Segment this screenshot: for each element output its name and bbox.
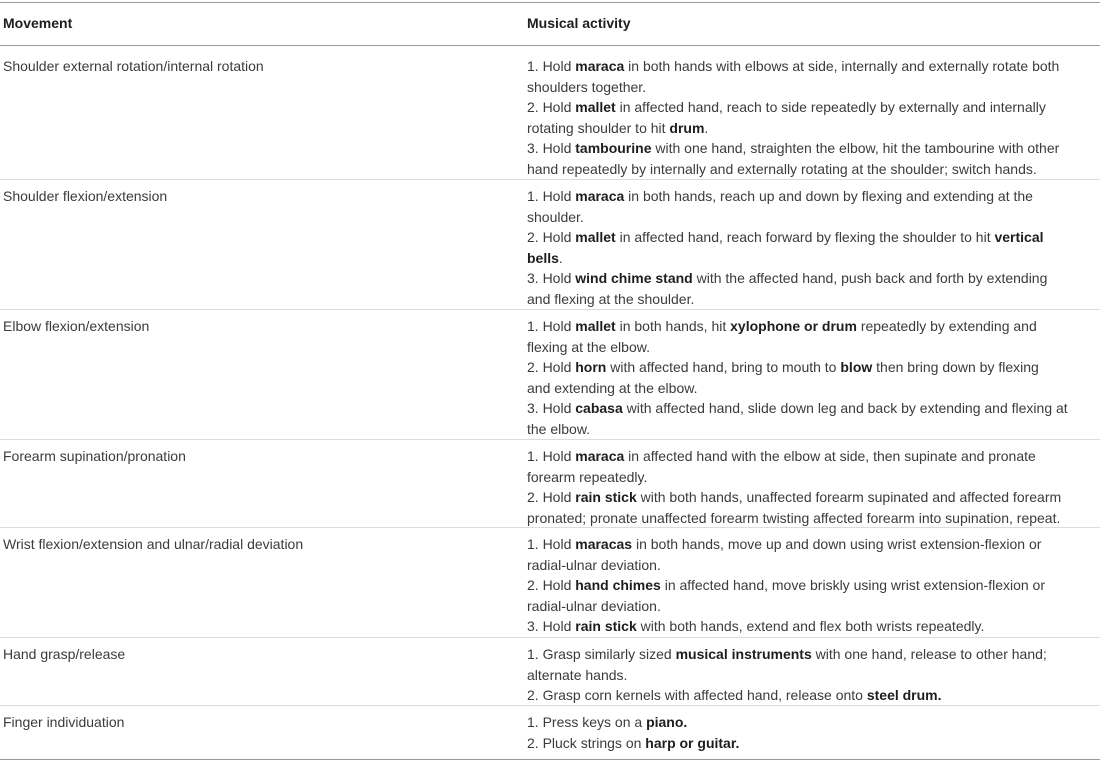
activity-text: 2. Hold [527,489,576,505]
activity-text: 3. Hold [527,140,576,156]
activity-text: flexing at the elbow. [527,338,650,355]
activity-line [527,616,1100,637]
activity-line [527,77,1100,98]
activity-text: with both hands, extend and flex both wrists repeatedly. [636,618,985,634]
activity-text: 2. Hold [527,359,576,375]
activity-text: shoulders together. [527,78,647,95]
movement-cell: Shoulder flexion/extension [3,188,168,204]
activity-text: 2. Pluck strings on [527,734,646,751]
activity-line [527,248,1100,269]
movement-cell: Hand grasp/release [3,646,126,662]
activity-text: shoulder. [527,208,584,225]
activity-line [527,665,1100,686]
instrument-term: vertical [994,229,1044,245]
table-bottom-rule [0,759,1100,760]
activity-text: with affected hand, slide down leg and back by extending and flexing at [622,400,1068,416]
activity-line [527,316,1100,337]
activity-text: 2. Hold [527,229,576,245]
activity-text: . [558,249,563,266]
activity-text: with one hand, release to other hand; [811,646,1047,662]
activity-line [527,378,1100,399]
activity-line [527,186,1100,207]
activity-text: in both hands with elbows at side, internally and externally rotate both [624,58,1060,74]
activity-text: alternate hands. [527,666,628,683]
row-separator [0,309,1100,310]
activity-line [527,97,1100,118]
activity-text: in affected hand with the elbow at side, then supinate and pronate [624,448,1036,464]
activity-line [527,487,1100,508]
movement-cell: Shoulder external rotation/internal rotation [3,58,264,74]
activity-text: forearm repeatedly. [527,468,648,485]
activity-text: 2. Hold [527,577,576,593]
activity-text: in affected hand, move briskly using wrist extension-flexion or [660,577,1045,593]
activity-text: and flexing at the shoulder. [527,290,695,307]
activity-line [527,159,1100,180]
instrument-term: mallet [575,318,616,334]
instrument-term: rain stick [575,489,637,505]
activity-line [527,357,1100,378]
activity-text: rotating shoulder to hit [527,119,670,136]
activity-text: in both hands, reach up and down by flexing and extending at the [624,188,1033,204]
instrument-term: horn [575,359,607,375]
instrument-term: musical instruments [675,646,812,662]
row-separator [0,179,1100,180]
activity-text: then bring down by flexing [872,359,1039,375]
movement-cell: Finger individuation [3,714,125,730]
activity-text: 1. Grasp similarly sized [527,646,676,662]
activity-text: 3. Hold [527,618,576,634]
musical-activity-cell [527,534,1100,637]
header-movement: Movement [3,15,73,31]
activity-text: repeatedly by extending and [856,318,1037,334]
activity-text: pronated; pronate unaffected forearm twisting affected forearm into supination, repeat. [527,509,1061,526]
activity-line [527,534,1100,555]
activity-text: 2. Hold [527,99,576,115]
activity-text: 1. Hold [527,58,576,74]
activity-line [527,644,1100,665]
activity-text: 1. Hold [527,448,576,464]
activity-line [527,56,1100,77]
musical-activity-cell [527,316,1100,439]
activity-text: in affected hand, reach to side repeatedly by externally and internally [615,99,1046,115]
activity-line [527,227,1100,248]
activity-text: the elbow. [527,420,591,437]
activity-line [527,419,1100,440]
activity-text: . [704,119,709,136]
movement-cell: Elbow flexion/extension [3,318,150,334]
instrument-term: hand chimes [575,577,661,593]
activity-text: and extending at the elbow. [527,379,698,396]
activity-text: 1. Press keys on a [527,714,647,730]
activity-text: 2. Grasp corn kernels with affected hand, release onto [527,687,867,703]
activity-text: 1. Hold [527,536,576,552]
instrument-term: mallet [575,99,616,115]
instrument-term: harp or guitar. [645,734,740,751]
instrument-term: maraca [575,58,625,74]
header-rule [0,45,1100,46]
instrument-term: maraca [575,448,625,464]
instrument-term: xylophone or drum [730,318,857,334]
musical-activity-cell [527,712,1100,753]
activity-text: 3. Hold [527,270,576,286]
activity-line [527,733,1100,754]
instrument-term: bells [527,249,559,266]
activity-text: radial-ulnar deviation. [527,556,661,573]
activity-text: with affected hand, bring to mouth to [606,359,841,375]
activity-line [527,555,1100,576]
musical-activity-cell [527,56,1100,179]
musical-activity-cell [527,186,1100,309]
activity-line [527,337,1100,358]
activity-text: 3. Hold [527,400,576,416]
instrument-term: blow [840,359,873,375]
activity-text: with one hand, straighten the elbow, hit the tambourine with other [651,140,1060,156]
activity-text: 1. Hold [527,318,576,334]
activity-line [527,596,1100,617]
header-musical-activity: Musical activity [527,15,631,31]
activity-line [527,685,1100,706]
instrument-term: wind chime stand [575,270,693,286]
table-top-rule [0,2,1100,3]
activity-text: in both hands, move up and down using wrist extension-flexion or [632,536,1042,552]
activity-line [527,508,1100,529]
instrument-term: mallet [575,229,616,245]
instrument-term: maracas [575,536,633,552]
instrument-term: tambourine [575,140,652,156]
movement-cell: Forearm supination/pronation [3,448,186,464]
activity-line [527,575,1100,596]
instrument-term: drum [669,119,705,136]
musical-activity-cell [527,644,1100,706]
row-separator [0,439,1100,440]
activity-line [527,712,1100,733]
activity-text: in both hands, hit [615,318,731,334]
activity-line [527,467,1100,488]
activity-text: 1. Hold [527,188,576,204]
activity-line [527,118,1100,139]
activity-text: with both hands, unaffected forearm supinated and affected forearm [636,489,1062,505]
activity-line [527,289,1100,310]
instrument-term: maraca [575,188,625,204]
activity-text: with the affected hand, push back and forth by extending [692,270,1048,286]
activity-line [527,398,1100,419]
activity-text: radial-ulnar deviation. [527,597,661,614]
activity-line [527,207,1100,228]
instrument-term: piano. [646,714,688,730]
activity-line [527,268,1100,289]
activity-line [527,138,1100,159]
instrument-term: steel drum. [866,687,942,703]
musical-activity-cell [527,446,1100,528]
activity-line [527,446,1100,467]
row-separator [0,637,1100,638]
movement-cell: Wrist flexion/extension and ulnar/radial deviation [3,536,304,552]
activity-text: in affected hand, reach forward by flexing the shoulder to hit [615,229,995,245]
instrument-term: rain stick [575,618,637,634]
instrument-term: cabasa [575,400,623,416]
activity-text: hand repeatedly by internally and externally rotating at the shoulder; switch hands. [527,160,1037,177]
